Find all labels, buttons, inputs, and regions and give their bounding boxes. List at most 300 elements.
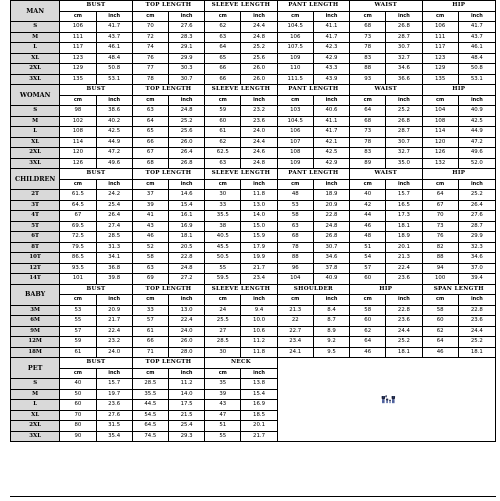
size-value-cell: 126 — [422, 148, 458, 159]
size-value-cell: 25.5 — [205, 316, 241, 327]
size-value-cell: 42.9 — [313, 158, 349, 169]
size-value-cell: 76 — [132, 53, 168, 64]
woman-col-header: BUST — [60, 85, 132, 96]
size-value-cell: 57 — [60, 326, 96, 337]
unit-cm-label: cm — [205, 179, 241, 190]
size-value-cell: 25.4 — [168, 421, 204, 432]
size-value-cell: 31.5 — [96, 421, 132, 432]
size-value-cell: 67 — [422, 200, 458, 211]
size-label: 9M — [11, 326, 60, 337]
size-value-cell: 46.1 — [96, 43, 132, 54]
size-value-cell: 94 — [422, 263, 458, 274]
size-value-cell: 36.6 — [386, 74, 422, 85]
size-value-cell: 22.8 — [458, 305, 495, 316]
size-value-cell: 22.4 — [96, 326, 132, 337]
size-value-cell: 25.2 — [458, 190, 495, 201]
size-value-cell: 42 — [350, 200, 386, 211]
size-value-cell: 47.2 — [96, 148, 132, 159]
unit-cm-label: cm — [277, 11, 313, 22]
size-value-cell: 33 — [132, 305, 168, 316]
size-value-cell: 43 — [205, 400, 241, 411]
table-row — [11, 53, 496, 64]
unit-cm-label: cm — [350, 179, 386, 190]
size-value-cell: 108 — [422, 116, 458, 127]
size-label: M — [11, 32, 60, 43]
size-value-cell: 15.7 — [96, 379, 132, 390]
size-value-cell: 114 — [60, 137, 96, 148]
size-value-cell: 110 — [277, 64, 313, 75]
size-label: 3M — [11, 305, 60, 316]
size-value-cell: 64 — [205, 43, 241, 54]
size-label: 3XL — [11, 74, 60, 85]
size-value-cell: 106 — [277, 127, 313, 138]
size-value-cell: 15.9 — [241, 232, 277, 243]
size-label: 12T — [11, 263, 60, 274]
unit-inch-label: inch — [386, 295, 422, 306]
size-value-cell: 107 — [277, 137, 313, 148]
size-value-cell: 38.6 — [96, 106, 132, 117]
man-section-title: MAN — [11, 1, 60, 22]
size-label: XL — [11, 410, 60, 421]
size-value-cell: 30.7 — [313, 242, 349, 253]
table-row — [11, 253, 496, 264]
size-value-cell: 27.6 — [96, 410, 132, 421]
size-value-cell: 59 — [60, 337, 96, 348]
table-row — [11, 106, 496, 117]
size-value-cell: 59.5 — [205, 274, 241, 285]
unit-inch-label: inch — [241, 368, 277, 379]
size-value-cell: 42.5 — [458, 116, 495, 127]
size-value-cell: 60 — [422, 316, 458, 327]
unit-inch-label: inch — [458, 95, 495, 106]
unit-inch-label: inch — [96, 11, 132, 22]
size-value-cell: 73 — [350, 127, 386, 138]
size-label: 14T — [11, 274, 60, 285]
size-value-cell: 14.0 — [241, 211, 277, 222]
size-value-cell: 109 — [277, 53, 313, 64]
size-value-cell: 53.1 — [96, 74, 132, 85]
size-value-cell: 104.5 — [277, 22, 313, 33]
size-value-cell: 44.5 — [132, 400, 168, 411]
size-value-cell: 39.4 — [458, 274, 495, 285]
baby-section-title: BABY — [11, 284, 60, 305]
children-col-header: TOP LENGTH — [132, 169, 204, 180]
size-value-cell: 61 — [205, 127, 241, 138]
size-value-cell: 27.4 — [96, 221, 132, 232]
size-value-cell: 29.3 — [168, 431, 204, 442]
size-value-cell: 23.2 — [96, 337, 132, 348]
size-value-cell: 93 — [350, 74, 386, 85]
size-value-cell: 23.6 — [458, 316, 495, 327]
size-value-cell: 42.5 — [313, 148, 349, 159]
size-value-cell: 101 — [60, 274, 96, 285]
size-value-cell: 106 — [277, 32, 313, 43]
size-value-cell: 28.0 — [168, 347, 204, 358]
size-value-cell: 111 — [422, 32, 458, 43]
size-value-cell: 108 — [277, 148, 313, 159]
size-value-cell: 32.3 — [458, 242, 495, 253]
unit-cm-label: cm — [132, 295, 168, 306]
size-value-cell: 8.4 — [313, 305, 349, 316]
size-value-cell: 29.9 — [168, 53, 204, 64]
size-value-cell: 76 — [422, 232, 458, 243]
size-value-cell: 40.2 — [96, 116, 132, 127]
man-col-header: HIP — [422, 1, 495, 12]
unit-cm-label: cm — [422, 295, 458, 306]
size-value-cell: 24.4 — [241, 137, 277, 148]
size-value-cell: 20.1 — [241, 421, 277, 432]
size-value-cell: 48.4 — [458, 53, 495, 64]
baby-unit-row — [11, 295, 496, 306]
size-value-cell: 104.5 — [277, 116, 313, 127]
size-value-cell: 120 — [422, 137, 458, 148]
unit-cm-label: cm — [350, 295, 386, 306]
size-value-cell: 58 — [422, 305, 458, 316]
size-value-cell: 55 — [205, 263, 241, 274]
size-label: 8T — [11, 242, 60, 253]
pet-col-header: BUST — [60, 358, 132, 369]
size-value-cell: 24.8 — [313, 221, 349, 232]
children-col-header: BUST — [60, 169, 132, 180]
size-value-cell: 24.0 — [96, 347, 132, 358]
size-value-cell: 68 — [350, 116, 386, 127]
size-value-cell: 14.0 — [168, 389, 204, 400]
size-value-cell: 22 — [277, 316, 313, 327]
unit-cm-label: cm — [205, 11, 241, 22]
size-value-cell: 73 — [422, 221, 458, 232]
woman-section-title: WOMAN — [11, 85, 60, 106]
baby-col-header: BUST — [60, 284, 132, 295]
size-value-cell: 44.9 — [458, 127, 495, 138]
size-value-cell: 20.9 — [96, 305, 132, 316]
size-value-cell: 48 — [277, 190, 313, 201]
table-row — [11, 305, 496, 316]
size-value-cell: 18.1 — [168, 232, 204, 243]
table-row — [11, 347, 496, 358]
size-value-cell: 44 — [350, 211, 386, 222]
size-value-cell: 41 — [132, 211, 168, 222]
size-value-cell: 21.3 — [386, 253, 422, 264]
size-value-cell: 50 — [60, 389, 96, 400]
size-value-cell: 42.1 — [313, 137, 349, 148]
size-value-cell: 26.8 — [313, 232, 349, 243]
size-value-cell: 25.2 — [241, 43, 277, 54]
size-value-cell: 11.2 — [241, 337, 277, 348]
table-row — [11, 64, 496, 75]
size-value-cell: 27.6 — [458, 211, 495, 222]
size-value-cell: 26.8 — [386, 116, 422, 127]
size-value-cell: 63 — [205, 158, 241, 169]
size-label: 4T — [11, 211, 60, 222]
size-value-cell: 43.9 — [313, 74, 349, 85]
unit-inch-label: inch — [241, 95, 277, 106]
size-value-cell: 26.4 — [96, 211, 132, 222]
size-value-cell: 65 — [132, 127, 168, 138]
size-value-cell: 33 — [205, 200, 241, 211]
size-value-cell: 22.8 — [168, 253, 204, 264]
unit-inch-label: inch — [458, 295, 495, 306]
children-unit-row — [11, 179, 496, 190]
size-value-cell: 74.5 — [132, 431, 168, 442]
table-row — [11, 221, 496, 232]
size-value-cell: 18.9 — [386, 232, 422, 243]
size-value-cell: 40.9 — [458, 106, 495, 117]
size-value-cell: 23.6 — [386, 274, 422, 285]
size-value-cell: 9.4 — [241, 305, 277, 316]
man-col-header: TOP LENGTH — [132, 1, 204, 12]
size-value-cell: 19.7 — [96, 389, 132, 400]
size-value-cell: 35.5 — [132, 389, 168, 400]
size-value-cell: 24.0 — [168, 326, 204, 337]
size-label: M — [11, 389, 60, 400]
unit-inch-label: inch — [458, 11, 495, 22]
unit-inch-label: inch — [313, 179, 349, 190]
table-row — [11, 74, 496, 85]
size-value-cell: 13.0 — [241, 200, 277, 211]
unit-cm-label: cm — [205, 368, 241, 379]
size-value-cell: 62 — [350, 326, 386, 337]
size-value-cell: 46.1 — [458, 43, 495, 54]
size-value-cell: 111.5 — [277, 74, 313, 85]
size-value-cell: 25.2 — [168, 116, 204, 127]
size-value-cell: 46 — [422, 347, 458, 358]
size-value-cell: 24.0 — [241, 127, 277, 138]
size-value-cell: 24.4 — [458, 326, 495, 337]
size-value-cell: 129 — [60, 64, 96, 75]
woman-header-row — [11, 85, 496, 96]
baby-col-header: TOP LENGTH — [132, 284, 204, 295]
table-row — [11, 337, 496, 348]
size-value-cell: 78 — [132, 74, 168, 85]
size-value-cell: 8.7 — [313, 316, 349, 327]
size-value-cell: 21.3 — [277, 305, 313, 316]
size-value-cell: 26.0 — [241, 64, 277, 75]
size-value-cell: 60 — [350, 316, 386, 327]
pet-section-title: PET — [11, 358, 60, 379]
size-value-cell: 64.5 — [132, 421, 168, 432]
size-value-cell: 69 — [132, 274, 168, 285]
size-value-cell: 111 — [60, 32, 96, 43]
size-value-cell: 88 — [350, 64, 386, 75]
table-row — [11, 32, 496, 43]
size-value-cell: 53 — [277, 200, 313, 211]
unit-cm-label: cm — [60, 368, 96, 379]
size-value-cell: 27.6 — [168, 22, 204, 33]
unit-inch-label: inch — [386, 95, 422, 106]
size-value-cell: 61 — [132, 326, 168, 337]
size-value-cell: 21.7 — [241, 263, 277, 274]
size-value-cell: 44.9 — [96, 137, 132, 148]
table-row — [11, 22, 496, 33]
size-value-cell: 24.1 — [277, 347, 313, 358]
size-value-cell: 52.0 — [458, 158, 495, 169]
size-value-cell: 25.2 — [386, 337, 422, 348]
family-pajama-photo-icon — [278, 395, 495, 405]
size-value-cell: 135 — [422, 74, 458, 85]
size-label: 2T — [11, 190, 60, 201]
size-value-cell: 28.5 — [132, 379, 168, 390]
woman-col-header: WAIST — [350, 85, 422, 96]
woman-col-header: HIP — [422, 85, 495, 96]
size-value-cell: 72.5 — [60, 232, 96, 243]
size-value-cell: 27 — [205, 326, 241, 337]
size-value-cell: 24.4 — [241, 22, 277, 33]
size-label: 3T — [11, 200, 60, 211]
size-label: 2XL — [11, 148, 60, 159]
size-value-cell: 120 — [60, 148, 96, 159]
size-value-cell: 40 — [350, 190, 386, 201]
size-value-cell: 129 — [422, 64, 458, 75]
unit-inch-label: inch — [96, 368, 132, 379]
size-value-cell: 46 — [132, 232, 168, 243]
size-value-cell: 35 — [205, 379, 241, 390]
size-value-cell: 41.7 — [313, 32, 349, 43]
size-value-cell: 58 — [350, 305, 386, 316]
size-value-cell: 77 — [132, 64, 168, 75]
size-value-cell: 30.7 — [386, 43, 422, 54]
size-value-cell: 108 — [60, 127, 96, 138]
size-value-cell: 23.6 — [241, 116, 277, 127]
size-value-cell: 123 — [422, 53, 458, 64]
table-row — [11, 326, 496, 337]
size-chart-table — [10, 0, 496, 442]
size-value-cell: 42.3 — [313, 43, 349, 54]
size-value-cell: 63 — [132, 263, 168, 274]
size-value-cell: 68 — [277, 232, 313, 243]
unit-inch-label: inch — [313, 11, 349, 22]
size-value-cell: 51 — [205, 421, 241, 432]
table-row — [11, 232, 496, 243]
size-value-cell: 90 — [60, 431, 96, 442]
size-value-cell: 28.7 — [458, 221, 495, 232]
size-value-cell: 62 — [422, 326, 458, 337]
size-value-cell: 21.7 — [96, 316, 132, 327]
size-value-cell: 52 — [132, 242, 168, 253]
size-value-cell: 49.6 — [96, 158, 132, 169]
size-value-cell: 109 — [277, 158, 313, 169]
woman-unit-row — [11, 95, 496, 106]
size-label: 3XL — [11, 431, 60, 442]
size-value-cell: 10.0 — [241, 316, 277, 327]
size-value-cell: 42.9 — [313, 53, 349, 64]
size-value-cell: 41.7 — [458, 22, 495, 33]
size-value-cell: 34.6 — [386, 64, 422, 75]
size-value-cell: 11.8 — [241, 190, 277, 201]
size-value-cell: 41.7 — [313, 127, 349, 138]
size-value-cell: 25.2 — [386, 106, 422, 117]
baby-col-header: SPAN LENGTH — [422, 284, 495, 295]
size-value-cell: 89 — [350, 158, 386, 169]
size-value-cell: 65 — [205, 53, 241, 64]
size-value-cell: 48 — [350, 232, 386, 243]
size-value-cell: 43.7 — [96, 32, 132, 43]
size-value-cell: 71 — [132, 347, 168, 358]
size-value-cell: 100 — [422, 274, 458, 285]
size-value-cell: 66 — [205, 74, 241, 85]
size-value-cell: 23.4 — [241, 274, 277, 285]
size-label: 10T — [11, 253, 60, 264]
size-value-cell: 28.5 — [205, 337, 241, 348]
man-col-header: WAIST — [350, 1, 422, 12]
size-value-cell: 69.5 — [60, 221, 96, 232]
unit-inch-label: inch — [96, 295, 132, 306]
size-value-cell: 24.8 — [241, 32, 277, 43]
size-value-cell: 38 — [205, 221, 241, 232]
unit-inch-label: inch — [313, 295, 349, 306]
size-label: L — [11, 127, 60, 138]
size-value-cell: 26.0 — [168, 337, 204, 348]
size-value-cell: 24.6 — [241, 148, 277, 159]
unit-inch-label: inch — [458, 179, 495, 190]
size-value-cell: 23.2 — [241, 106, 277, 117]
size-value-cell: 117 — [60, 43, 96, 54]
size-value-cell: 20.9 — [313, 200, 349, 211]
size-value-cell: 18.1 — [458, 347, 495, 358]
unit-cm-label: cm — [132, 368, 168, 379]
size-value-cell: 26.8 — [386, 22, 422, 33]
size-value-cell: 74 — [132, 43, 168, 54]
size-value-cell: 78 — [350, 137, 386, 148]
size-value-cell: 19.9 — [241, 253, 277, 264]
size-value-cell: 107.5 — [277, 43, 313, 54]
size-value-cell: 24.8 — [168, 263, 204, 274]
size-value-cell: 96 — [277, 263, 313, 274]
size-value-cell: 43 — [132, 221, 168, 232]
size-value-cell: 24.8 — [168, 106, 204, 117]
size-value-cell: 63 — [132, 106, 168, 117]
size-value-cell: 30 — [205, 347, 241, 358]
size-value-cell: 16.1 — [168, 211, 204, 222]
size-value-cell: 26.4 — [458, 200, 495, 211]
size-value-cell: 53.1 — [458, 74, 495, 85]
man-col-header: PANT LENGTH — [277, 1, 349, 12]
table-row — [11, 116, 496, 127]
size-value-cell: 11.8 — [241, 347, 277, 358]
size-value-cell: 54 — [350, 253, 386, 264]
size-value-cell: 98 — [60, 106, 96, 117]
size-value-cell: 11.2 — [168, 379, 204, 390]
size-value-cell: 34.1 — [96, 253, 132, 264]
man-header-row — [11, 1, 496, 12]
size-value-cell: 72 — [132, 32, 168, 43]
size-value-cell: 55 — [60, 316, 96, 327]
unit-inch-label: inch — [241, 295, 277, 306]
size-value-cell: 17.3 — [386, 211, 422, 222]
size-value-cell: 60 — [60, 400, 96, 411]
size-value-cell: 15.4 — [241, 389, 277, 400]
size-value-cell: 50.8 — [458, 64, 495, 75]
size-value-cell: 15.4 — [168, 200, 204, 211]
unit-inch-label: inch — [96, 95, 132, 106]
size-value-cell: 68 — [132, 158, 168, 169]
size-value-cell: 18.5 — [241, 410, 277, 421]
size-label: 12M — [11, 337, 60, 348]
size-value-cell: 26.8 — [168, 158, 204, 169]
unit-inch-label: inch — [168, 179, 204, 190]
pet-col-header: NECK — [205, 358, 277, 369]
size-value-cell: 41.7 — [96, 22, 132, 33]
size-value-cell: 37.8 — [313, 263, 349, 274]
table-row — [11, 127, 496, 138]
size-label: S — [11, 22, 60, 33]
size-label: L — [11, 43, 60, 54]
size-value-cell: 32.7 — [386, 53, 422, 64]
man-col-header: SLEEVE LENGTH — [205, 1, 277, 12]
pet-header-row — [11, 358, 496, 369]
size-value-cell: 63 — [205, 32, 241, 43]
size-value-cell: 28.3 — [168, 32, 204, 43]
size-value-cell: 82 — [422, 242, 458, 253]
